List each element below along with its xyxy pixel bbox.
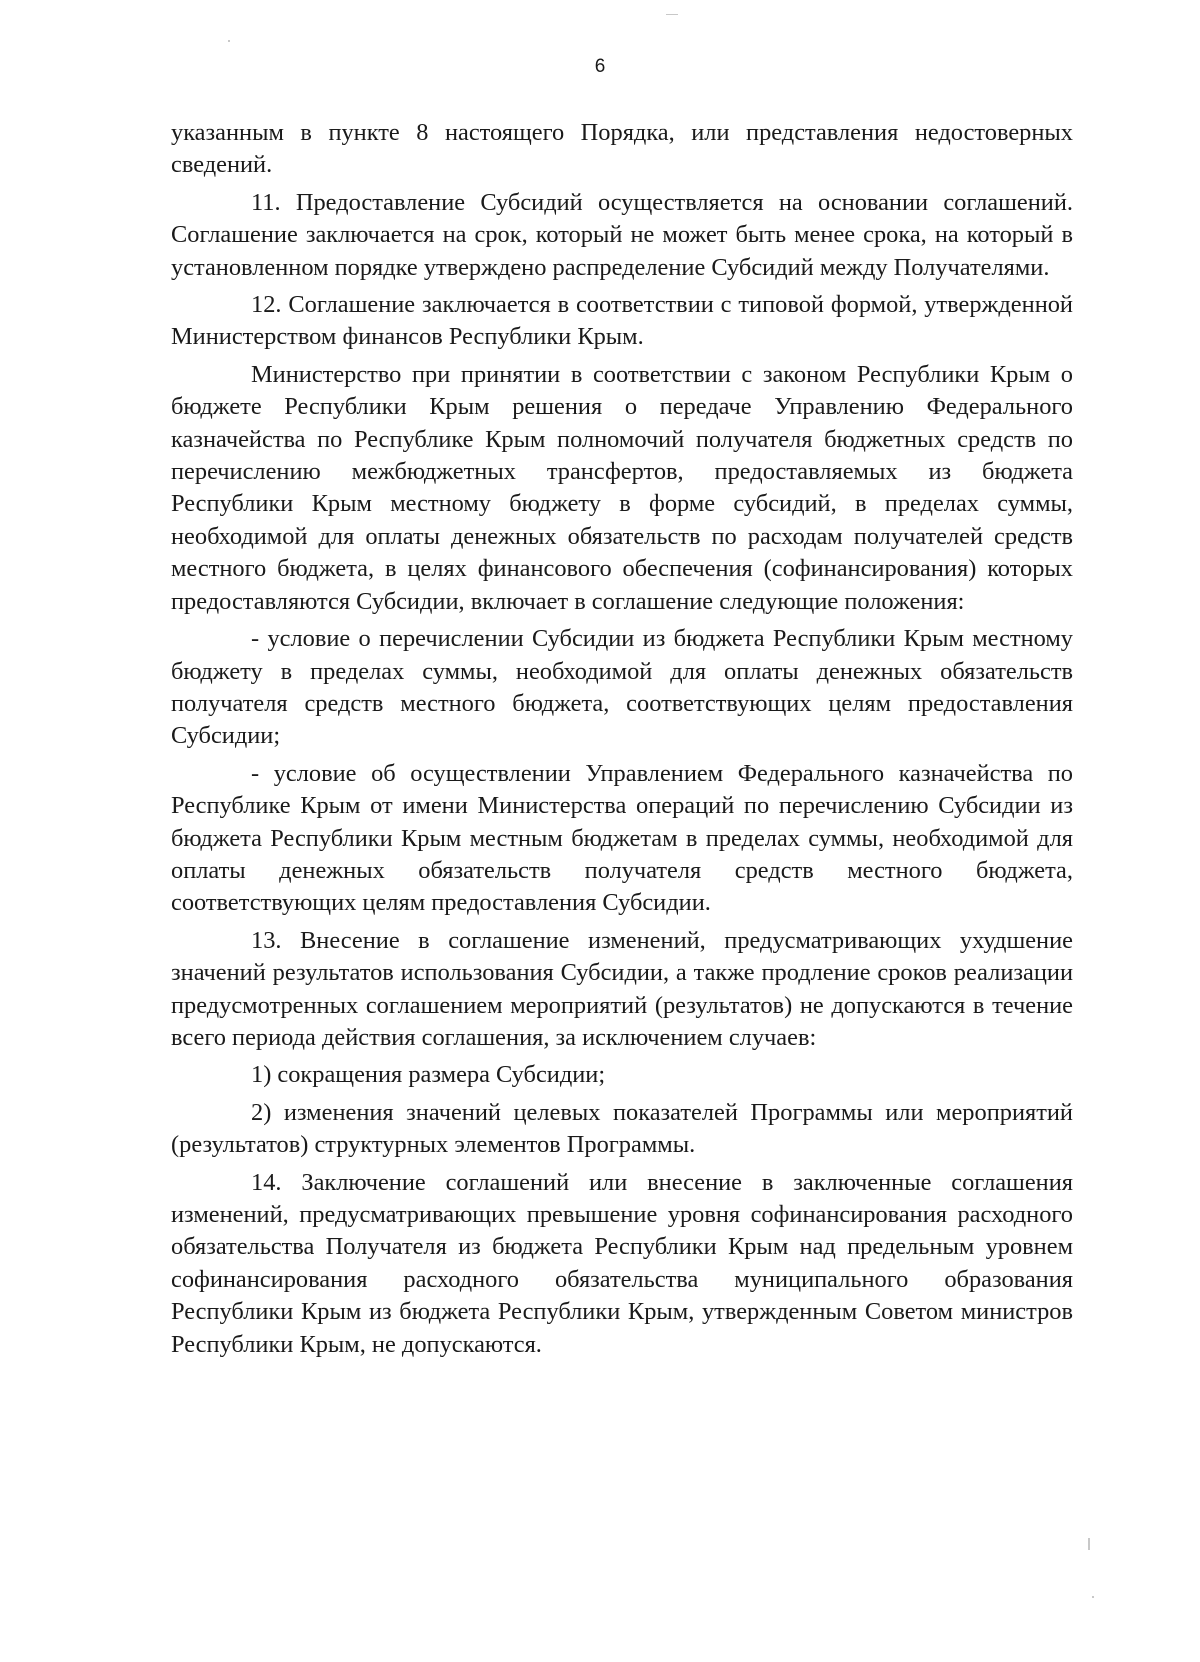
paragraph-ministry-provisions: Министерство при принятии в соответствии с законом Республики Крым о бюджете Республики Крым решения о передаче Управлению Федерального казначейства по Республике Крым полномочий получателя бюджетных средств по перечислению межбюджетных трансфертов, предоставляемых из бюджета Республики Крым местному бюджету в форме субсидий, в пределах суммы, необходимой для оплаты денежных обязательств по расходам получателей средств местного бюджета, в целях финансового обеспечения (софинансирования) которых предоставляются Субсидии, включает в соглашение следующие положения:: [171, 360, 1073, 615]
list-item-case-1: 1) сокращения размера Субсидии;: [251, 1061, 606, 1089]
list-item-case-2: 2) изменения значений целевых показателей Программы или мероприятий (результатов) структурных элементов Программы.: [171, 1098, 1073, 1159]
paragraph-clause-11: 11. Предоставление Субсидий осуществляется на основании соглашений. Соглашение заключается на срок, который не может быть менее срока, на который в установленном порядке утверждено распределение Субсидий между Получателями.: [171, 188, 1073, 281]
scan-mark: [1092, 1596, 1094, 1598]
document-body: [171, 117, 1073, 1361]
list-item-condition-treasury: - условие об осуществлении Управлением Федерального казначейства по Республике Крым от имени Министерства операций по перечислению Субсидии из бюджета Республики Крым местным бюджетам в пределах суммы, необходимой для оплаты денежных обязательств получателя средств местного бюджета, соответствующих целям предоставления Субсидии.: [171, 759, 1073, 917]
paragraph-continuation: указанным в пункте 8 настоящего Порядка, или представления недостоверных сведений.: [171, 119, 1073, 179]
paragraph-clause-14: 14. Заключение соглашений или внесение в заключенные соглашения изменений, предусматривающих превышение уровня софинансирования расходного обязательства Получателя из бюджета Республики Крым над предельным уровнем софинансирования расходного обязательства муниципального образования Республики Крым из бюджета Республики Крым, утвержденным Советом министров Республики Крым, не допускаются.: [171, 1168, 1073, 1358]
scan-mark: [666, 14, 678, 15]
list-item-condition-transfer: - условие о перечислении Субсидии из бюджета Республики Крым местному бюджету в пределах суммы, необходимой для оплаты денежных обязательств получателя средств местного бюджета, соответствующих целям предоставления Субсидии;: [171, 625, 1073, 750]
paragraph-clause-12: 12. Соглашение заключается в соответствии с типовой формой, утвержденной Министерством финансов Республики Крым.: [171, 291, 1073, 351]
scan-mark: [1088, 1538, 1090, 1550]
paragraph-clause-13: 13. Внесение в соглашение изменений, предусматривающих ухудшение значений результатов использования Субсидии, а также продление сроков реализации предусмотренных соглашением мероприятий (результатов) не допускаются в течение всего периода действия соглашения, за исключением случаев:: [171, 926, 1073, 1051]
page-number: 6: [594, 56, 606, 77]
scan-mark: [228, 40, 230, 42]
